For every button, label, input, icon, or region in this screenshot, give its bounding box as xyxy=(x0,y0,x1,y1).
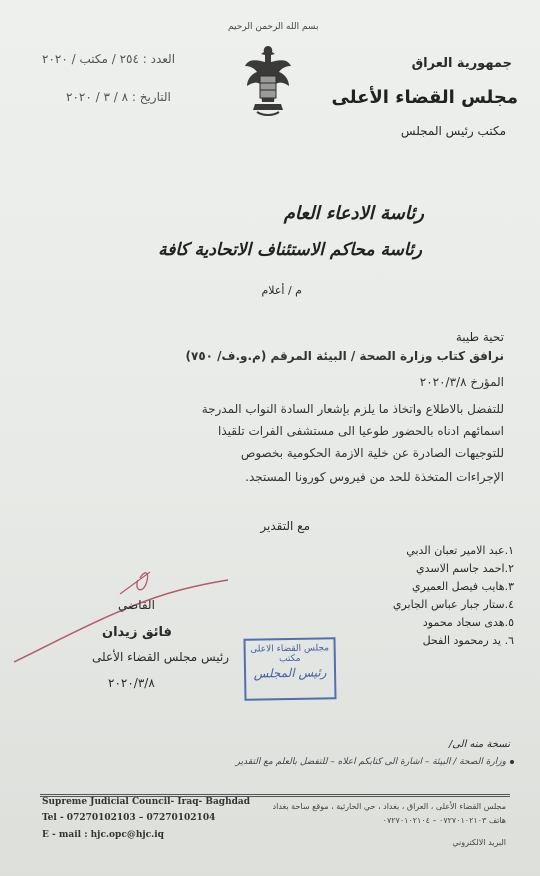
body-line: للتفضل بالاطلاع واتخاذ ما يلزم بإشعار السادة النواب المدرجة xyxy=(201,402,504,416)
footer-ar-address: مجلس القضاء الأعلى ، العراق ، بغداد ، حي الحارثية ، موقع ساحة بغداد xyxy=(272,802,506,811)
signature-date: ٢٠٢٠/٣/٨ xyxy=(108,676,155,690)
name-list-item: ٢.احمد جاسم الاسدي xyxy=(415,562,514,575)
copy-line: وزارة الصحة / البيئة – اشارة الى كتابكم اعلاه – للتفضل بالعلم مع التقدير xyxy=(235,757,506,767)
copy-heading: نسخة منه الى/ xyxy=(448,739,510,750)
council-name: مجلس القضاء الأعلى xyxy=(331,87,518,108)
name-list-item: ١.عبد الامير تعبان الدبي xyxy=(406,544,514,557)
greeting: تحية طيبة xyxy=(455,330,504,344)
office-label: مكتب رئيس المجلس xyxy=(400,124,506,138)
footer-ar-phone: هاتف ٠٧٢٧٠١٠٢١٠٣ – ٠٧٢٧٠١٠٢١٠٤ xyxy=(382,816,506,825)
footer-ar-email: البريد الالكتروني xyxy=(452,838,506,847)
signature-title: القاضي xyxy=(118,598,155,612)
stamp-line: مكتب xyxy=(279,653,301,665)
bullet-icon xyxy=(510,760,514,764)
body-line: نرافق كتاب وزارة الصحة / البيئة المرقم (م.و.ف/ ٧٥٠) xyxy=(185,349,504,363)
name-list-item: ٣.هايب فيصل العميري xyxy=(412,580,514,593)
stamp-line: مجلس القضاء الاعلى xyxy=(250,643,330,655)
footer-divider xyxy=(40,794,510,795)
footer-en-address: Supreme Judicial Council- Iraq- Baghdad xyxy=(42,797,251,807)
signature-role: رئيس مجلس القضاء الأعلى xyxy=(92,650,230,664)
footer-en-email: E - mail : hjc.opc@hjc.iq xyxy=(42,830,164,840)
reference-date: التاريخ : ٨ / ٣ / ٢٠٢٠ xyxy=(66,90,171,104)
recipient-line-2: رئاسة محاكم الاستئناف الاتحادية كافة xyxy=(158,240,422,260)
bismillah: بسم الله الرحمن الرحيم xyxy=(228,22,319,32)
republic-label: جمهورية العراق xyxy=(411,56,512,71)
name-list-item: ٤.ستار جبار عباس الجابري xyxy=(392,598,514,611)
name-list-item: ٦. يد رمحمود الفحل xyxy=(422,634,514,647)
office-stamp xyxy=(243,637,336,701)
regards: مع التقدير xyxy=(260,519,310,533)
reference-number: العدد : ٢٥٤ / مكتب / ٢٠٢٠ xyxy=(42,52,176,66)
name-list-item: ٥.هدى سجاد محمود xyxy=(422,616,514,629)
body-line: الإجراءات المتخذة للحد من فيروس كورونا المستجد. xyxy=(245,470,504,484)
signature-name: فائق زيدان xyxy=(102,625,172,640)
body-line: اسمائهم ادناه بالحضور طوعيا الى مستشفى الفرات تلقيذا xyxy=(218,424,504,438)
recipient-line-1: رئاسة الادعاء العام xyxy=(283,203,424,224)
footer-en-phone: Tel - 07270102103 – 07270102104 xyxy=(42,813,216,823)
stamp-line: رئيس المجلس xyxy=(253,665,327,681)
body-line: المؤرخ ٢٠٢٠/٣/٨ xyxy=(419,375,504,389)
body-line: للتوجيهات الصادرة عن خلية الازمة الحكومية بخصوص xyxy=(240,446,504,460)
subject-ref: م / أعلام xyxy=(261,284,302,297)
